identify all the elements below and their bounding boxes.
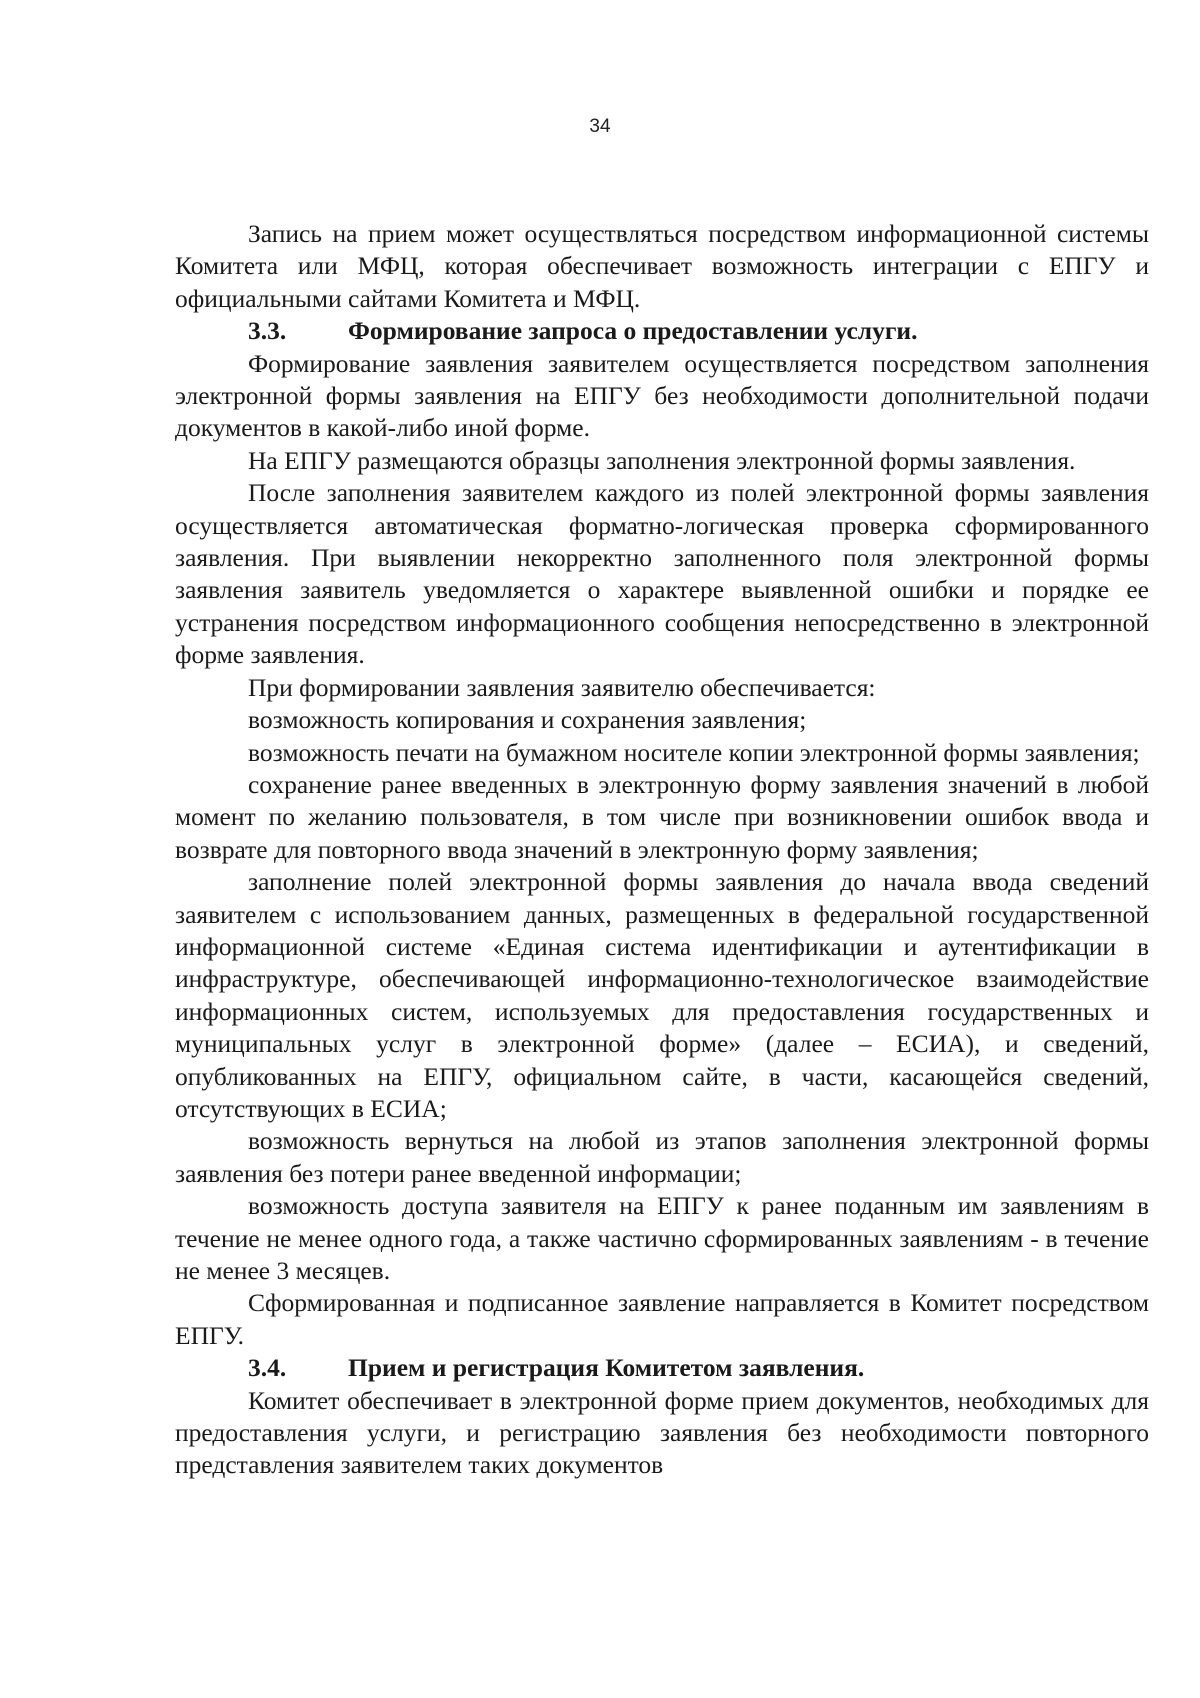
list-item: возможность печати на бумажном носителе копии электронной формы заявления; [248,737,1140,767]
paragraph: Запись на прием может осуществляться посредством информационной системы Комитета или МФЦ, которая обеспечивает возможность интеграции с ЕПГУ и официальными сайтами Комитета и МФЦ. [175,219,1149,313]
paragraph: Комитет обеспечивает в электронной форме прием документов, необходимых для предоставления услуги, и регистрацию заявления без необходимости повторного представления заявителем таких документов [175,1385,1149,1480]
page-number: 34 [589,116,611,137]
list-item: сохранение ранее введенных в электронную форму заявления значений в любой момент по желанию пользователя, в том числе при возникновении ошибок ввода и возврате для повторного ввода значений в электронную форму заявления; [175,769,1149,864]
section-heading [175,1352,1149,1384]
section-number: 3.3. [248,316,287,346]
list-item: заполнение полей электронной формы заявления до начала ввода сведений заявителем с использованием данных, размещенных в федеральной государственной информационной системе «Единая система идентификации и аутентификации в инфраструктуре, обеспечивающей информационно-технологическое взаимодействие информационных систем, используемых для предоставления государственных и муниципальных услуг в электронной форме» (далее – ЕСИА), и сведений, опубликованных на ЕПГУ, официальном сайте, в части, касающейся сведений, отсутствующих в ЕСИА; [175,867,1149,1123]
paragraph: После заполнения заявителем каждого из полей электронной формы заявления осуществляется автоматическая форматно-логическая проверка сформированного заявления. При выявлении некорректно заполненного поля электронной формы заявления заявитель уведомляется о характере выявленной ошибки и порядке ее устранения посредством информационного сообщения непосредственно в электронной форме заявления. [175,478,1149,670]
section-number: 3.4. [248,1353,287,1383]
list-item: возможность вернуться на любой из этапов заполнения электронной формы заявления без потери ранее введенной информации; [175,1126,1149,1188]
list-item: возможность доступа заявителя на ЕПГУ к ранее поданным им заявлениям в течение не менее одного года, а также частично сформированных заявлениям - в течение не менее 3 месяцев. [175,1191,1149,1285]
section-title: Прием и регистрация Комитетом заявления. [348,1353,865,1383]
document-body [175,218,1149,1482]
list-item: возможность копирования и сохранения заявления; [248,705,807,735]
paragraph: Сформированная и подписанное заявление направляется в Комитет посредством ЕПГУ. [175,1288,1149,1350]
paragraph: При формировании заявления заявителю обеспечивается: [248,672,876,702]
paragraph: Формирование заявления заявителем осуществляется посредством заполнения электронной формы заявления на ЕПГУ без необходимости дополнительной подачи документов в какой-либо иной форме. [175,348,1149,443]
section-title: Формирование запроса о предоставлении услуги. [348,316,918,346]
section-heading [175,315,1149,347]
paragraph: На ЕПГУ размещаются образцы заполнения электронной формы заявления. [248,445,1076,475]
